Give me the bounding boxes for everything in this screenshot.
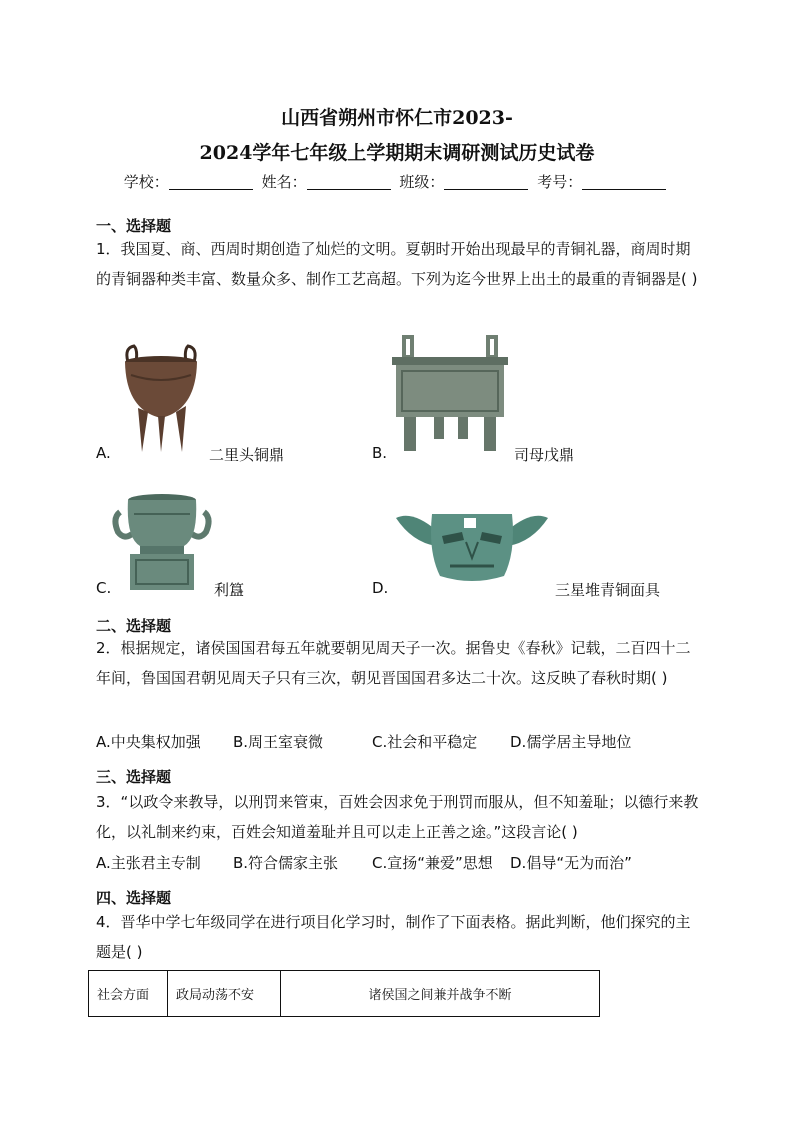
table-cell-aspect: 社会方面 (89, 971, 168, 1017)
erlitou-bronze-ding-image (116, 340, 206, 455)
school-label: 学校： (123, 173, 169, 191)
question-2-option-c[interactable]: C.社会和平稳定 (372, 733, 478, 751)
section-heading-1: 一、选择题 (96, 217, 172, 235)
question-1-text: 1．我国夏、商、西周时期创造了灿烂的文明。夏朝时开始出现最早的青铜礼器，商周时期的青铜器种类丰富、数量众多、制作工艺高超。下列为迄今世界上出土的最重的青铜器是( ) (96, 240, 698, 288)
school-blank[interactable] (169, 174, 253, 190)
table-cell-politics: 政局动荡不安 (168, 971, 281, 1017)
student-info-row (0, 171, 794, 192)
li-gui-image (110, 488, 214, 592)
option-a-label: 二里头铜鼎 (209, 446, 285, 464)
question-4-table (88, 970, 600, 1017)
question-3-text: 3．“以政令来教导，以刑罚来管束，百姓会因求免于刑罚而服从，但不知羞耻；以德行来教化，以礼制来约束，百姓会知道羞耻并且可以走上正善之途。”这段言论( ) (96, 793, 699, 841)
option-d-letter[interactable]: D. (372, 579, 389, 597)
question-2-option-b[interactable]: B.周王室衰微 (233, 733, 324, 751)
option-a-letter[interactable]: A. (96, 444, 111, 462)
page-title-line2: 2024学年七年级上学期期末调研测试历史试卷 (199, 142, 595, 164)
class-label: 班级： (399, 173, 445, 191)
section-heading-3: 三、选择题 (96, 768, 172, 786)
class-blank[interactable] (444, 174, 528, 190)
question-2-text: 2．根据规定，诸侯国国君每五年就要朝见周天子一次。据鲁史《春秋》记载，二百四十二年间，鲁国国君朝见周天子只有三次，朝见晋国国君多达二十次。这反映了春秋时期( ) (96, 639, 691, 687)
option-c-label: 利簋 (214, 581, 245, 599)
question-3-option-b[interactable]: B.符合儒家主张 (233, 854, 339, 872)
table-row (89, 971, 600, 1017)
name-blank[interactable] (307, 174, 391, 190)
sanxingdui-bronze-mask-image (392, 506, 552, 586)
option-b-letter[interactable]: B. (372, 444, 388, 462)
section-heading-4: 四、选择题 (96, 889, 172, 907)
name-label: 姓名： (261, 173, 307, 191)
question-2-option-d[interactable]: D.儒学居主导地位 (510, 733, 632, 751)
table-cell-wars: 诸侯国之间兼并战争不断 (281, 971, 600, 1017)
page-title-line1: 山西省朔州市怀仁市2023- (281, 107, 513, 129)
exam-no-blank[interactable] (582, 174, 666, 190)
section-heading-2: 二、选择题 (96, 617, 172, 635)
exam-no-label: 考号： (537, 173, 583, 191)
option-b-label: 司母戊鼎 (514, 446, 575, 464)
question-2-option-a[interactable]: A.中央集权加强 (96, 733, 201, 751)
question-3-option-d[interactable]: D.倡导“无为而治” (510, 854, 632, 872)
simuwu-ding-image (388, 333, 512, 455)
question-3-option-a[interactable]: A.主张君主专制 (96, 854, 201, 872)
option-d-label: 三星堆青铜面具 (555, 581, 661, 599)
question-3-option-c[interactable]: C.宣扬“兼爱”思想 (372, 854, 493, 872)
option-c-letter[interactable]: C. (96, 579, 112, 597)
question-4-text: 4．晋华中学七年级同学在进行项目化学习时，制作了下面表格。据此判断，他们探究的主题是( ) (96, 913, 691, 961)
